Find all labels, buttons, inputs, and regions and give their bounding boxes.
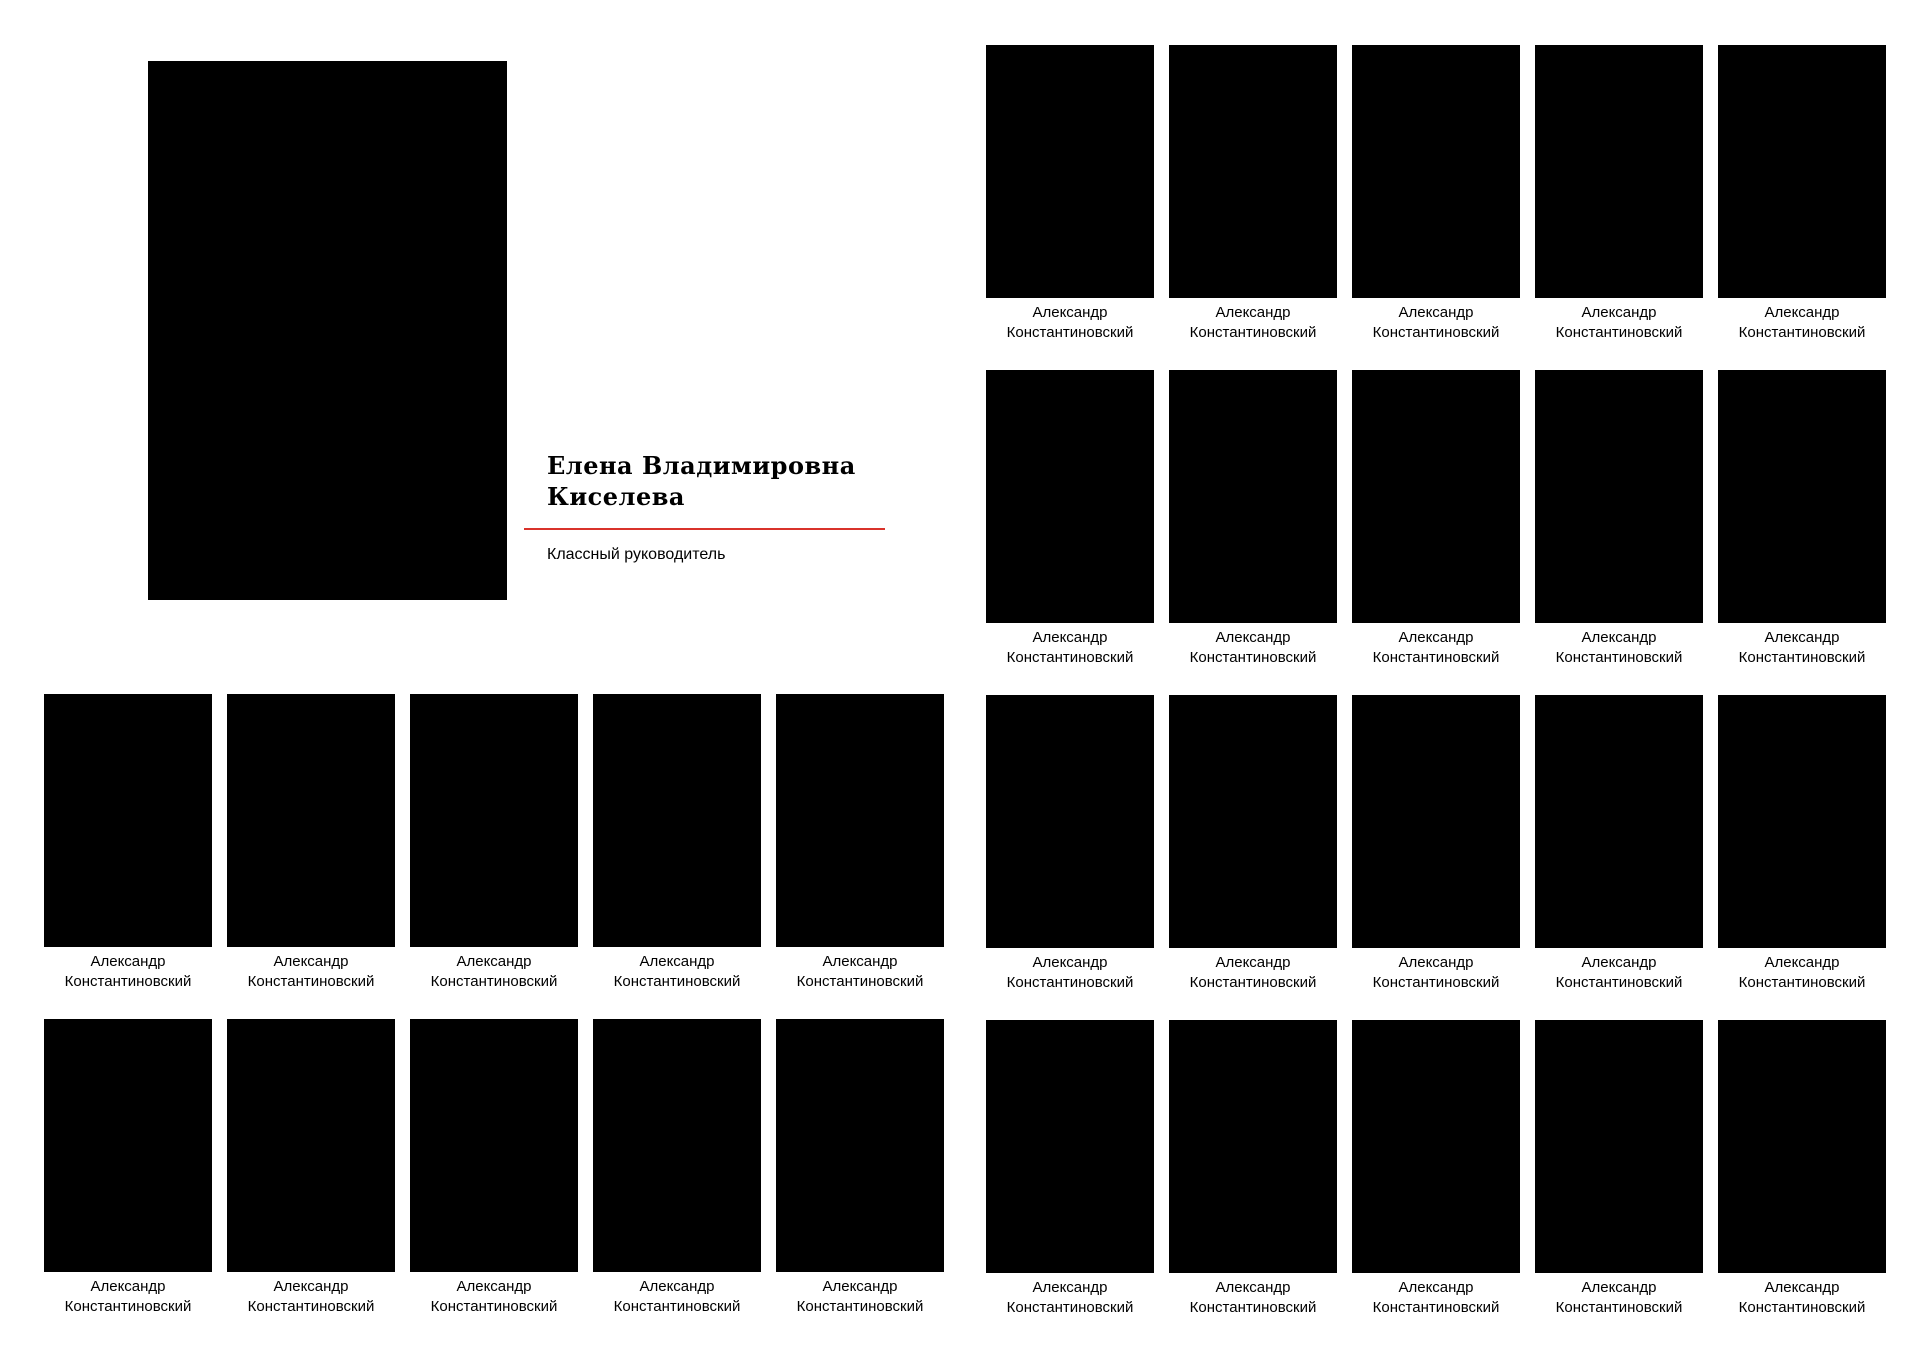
student-last-name: Константиновский bbox=[1006, 974, 1134, 991]
student-photo bbox=[1352, 370, 1520, 623]
student-last-name: Константиновский bbox=[1372, 974, 1500, 991]
student-name bbox=[970, 1278, 1170, 1318]
student-last-name: Константиновский bbox=[1738, 324, 1866, 341]
student-name bbox=[970, 303, 1170, 343]
student-card bbox=[986, 370, 1154, 695]
student-last-name: Константиновский bbox=[1738, 1299, 1866, 1316]
student-first-name: Александр bbox=[822, 1278, 898, 1295]
student-first-name: Александр bbox=[1215, 304, 1291, 321]
student-last-name: Константиновский bbox=[247, 973, 375, 990]
student-card bbox=[1718, 1020, 1886, 1345]
student-photo bbox=[776, 1019, 944, 1272]
student-card bbox=[1535, 370, 1703, 695]
teacher-name-line2: Киселева bbox=[547, 482, 685, 511]
student-photo bbox=[1718, 695, 1886, 948]
student-card bbox=[986, 1020, 1154, 1345]
student-name bbox=[1153, 303, 1353, 343]
student-card bbox=[44, 1019, 212, 1344]
student-first-name: Александр bbox=[90, 1278, 166, 1295]
student-name bbox=[211, 1277, 411, 1317]
student-card bbox=[1535, 695, 1703, 1020]
student-first-name: Александр bbox=[1764, 1279, 1840, 1296]
student-name bbox=[394, 952, 594, 992]
student-first-name: Александр bbox=[273, 953, 349, 970]
student-first-name: Александр bbox=[1032, 629, 1108, 646]
student-name bbox=[760, 952, 960, 992]
student-first-name: Александр bbox=[1581, 304, 1657, 321]
student-first-name: Александр bbox=[1398, 304, 1474, 321]
student-card bbox=[1352, 695, 1520, 1020]
student-name bbox=[1702, 628, 1902, 668]
student-last-name: Константиновский bbox=[1189, 1299, 1317, 1316]
student-photo bbox=[986, 1020, 1154, 1273]
student-name bbox=[1519, 628, 1719, 668]
student-card bbox=[986, 45, 1154, 370]
student-name bbox=[970, 628, 1170, 668]
student-last-name: Константиновский bbox=[1006, 1299, 1134, 1316]
student-first-name: Александр bbox=[639, 1278, 715, 1295]
student-last-name: Константиновский bbox=[796, 973, 924, 990]
student-first-name: Александр bbox=[1032, 304, 1108, 321]
student-first-name: Александр bbox=[1398, 1279, 1474, 1296]
student-first-name: Александр bbox=[1215, 629, 1291, 646]
student-card bbox=[593, 1019, 761, 1344]
student-card bbox=[1352, 45, 1520, 370]
student-last-name: Константиновский bbox=[1555, 649, 1683, 666]
student-card bbox=[1718, 45, 1886, 370]
student-photo bbox=[1169, 45, 1337, 298]
student-last-name: Константиновский bbox=[1555, 324, 1683, 341]
student-card bbox=[1352, 1020, 1520, 1345]
student-photo bbox=[986, 370, 1154, 623]
student-photo bbox=[593, 694, 761, 947]
student-name bbox=[1153, 1278, 1353, 1318]
student-last-name: Константиновский bbox=[1555, 1299, 1683, 1316]
student-photo bbox=[1535, 370, 1703, 623]
student-card bbox=[1535, 1020, 1703, 1345]
student-first-name: Александр bbox=[1581, 1279, 1657, 1296]
student-name bbox=[28, 1277, 228, 1317]
student-photo bbox=[410, 1019, 578, 1272]
student-card bbox=[986, 695, 1154, 1020]
student-last-name: Константиновский bbox=[1189, 649, 1317, 666]
student-name bbox=[1519, 303, 1719, 343]
student-grid-right bbox=[986, 45, 1886, 1345]
student-name bbox=[394, 1277, 594, 1317]
student-photo bbox=[1169, 695, 1337, 948]
student-last-name: Константиновский bbox=[64, 973, 192, 990]
student-name bbox=[28, 952, 228, 992]
student-last-name: Константиновский bbox=[247, 1298, 375, 1315]
student-card bbox=[410, 694, 578, 1019]
student-last-name: Константиновский bbox=[430, 1298, 558, 1315]
student-card bbox=[1169, 45, 1337, 370]
student-card bbox=[1535, 45, 1703, 370]
student-first-name: Александр bbox=[1398, 629, 1474, 646]
student-first-name: Александр bbox=[1581, 954, 1657, 971]
student-first-name: Александр bbox=[1215, 1279, 1291, 1296]
student-card bbox=[1718, 370, 1886, 695]
student-last-name: Константиновский bbox=[1006, 649, 1134, 666]
student-last-name: Константиновский bbox=[613, 1298, 741, 1315]
teacher-role: Классный руководитель bbox=[547, 546, 726, 563]
student-photo bbox=[593, 1019, 761, 1272]
student-last-name: Константиновский bbox=[64, 1298, 192, 1315]
student-card bbox=[1169, 1020, 1337, 1345]
student-first-name: Александр bbox=[1215, 954, 1291, 971]
student-card bbox=[776, 1019, 944, 1344]
student-name bbox=[1336, 953, 1536, 993]
student-name bbox=[1519, 1278, 1719, 1318]
student-first-name: Александр bbox=[1581, 629, 1657, 646]
student-photo bbox=[44, 694, 212, 947]
student-first-name: Александр bbox=[273, 1278, 349, 1295]
student-card bbox=[227, 1019, 395, 1344]
student-first-name: Александр bbox=[822, 953, 898, 970]
student-photo bbox=[776, 694, 944, 947]
student-photo bbox=[986, 695, 1154, 948]
student-photo bbox=[1718, 1020, 1886, 1273]
student-name bbox=[577, 1277, 777, 1317]
teacher-divider bbox=[524, 528, 885, 530]
teacher-info bbox=[524, 450, 886, 564]
student-name bbox=[1153, 628, 1353, 668]
student-last-name: Константиновский bbox=[796, 1298, 924, 1315]
student-first-name: Александр bbox=[1032, 1279, 1108, 1296]
student-last-name: Константиновский bbox=[1372, 1299, 1500, 1316]
student-photo bbox=[1352, 695, 1520, 948]
student-name bbox=[760, 1277, 960, 1317]
student-card bbox=[1718, 695, 1886, 1020]
student-card bbox=[1352, 370, 1520, 695]
student-first-name: Александр bbox=[1764, 304, 1840, 321]
student-last-name: Константиновский bbox=[1189, 974, 1317, 991]
student-card bbox=[1169, 370, 1337, 695]
student-last-name: Константиновский bbox=[1555, 974, 1683, 991]
student-card bbox=[44, 694, 212, 1019]
teacher-photo bbox=[148, 61, 507, 600]
student-name bbox=[211, 952, 411, 992]
student-card bbox=[410, 1019, 578, 1344]
student-first-name: Александр bbox=[1764, 954, 1840, 971]
student-photo bbox=[1352, 1020, 1520, 1273]
student-photo bbox=[1718, 45, 1886, 298]
student-last-name: Константиновский bbox=[1372, 324, 1500, 341]
student-grid-left bbox=[44, 694, 944, 1344]
teacher-name bbox=[547, 450, 886, 512]
student-name bbox=[1519, 953, 1719, 993]
student-name bbox=[1336, 628, 1536, 668]
student-name bbox=[577, 952, 777, 992]
student-photo bbox=[1169, 1020, 1337, 1273]
student-name bbox=[1702, 1278, 1902, 1318]
student-name bbox=[1702, 953, 1902, 993]
student-last-name: Константиновский bbox=[430, 973, 558, 990]
student-last-name: Константиновский bbox=[1738, 649, 1866, 666]
student-last-name: Константиновский bbox=[1189, 324, 1317, 341]
student-card bbox=[776, 694, 944, 1019]
student-photo bbox=[227, 1019, 395, 1272]
student-first-name: Александр bbox=[1398, 954, 1474, 971]
student-last-name: Константиновский bbox=[1006, 324, 1134, 341]
student-name bbox=[1336, 303, 1536, 343]
student-first-name: Александр bbox=[456, 953, 532, 970]
student-card bbox=[227, 694, 395, 1019]
student-card bbox=[1169, 695, 1337, 1020]
student-photo bbox=[1718, 370, 1886, 623]
student-photo bbox=[227, 694, 395, 947]
student-photo bbox=[1352, 45, 1520, 298]
student-last-name: Константиновский bbox=[613, 973, 741, 990]
student-first-name: Александр bbox=[1032, 954, 1108, 971]
student-card bbox=[593, 694, 761, 1019]
student-photo bbox=[410, 694, 578, 947]
student-name bbox=[1153, 953, 1353, 993]
student-first-name: Александр bbox=[639, 953, 715, 970]
student-name bbox=[1336, 1278, 1536, 1318]
student-photo bbox=[1535, 695, 1703, 948]
student-last-name: Константиновский bbox=[1372, 649, 1500, 666]
student-photo bbox=[1535, 45, 1703, 298]
teacher-name-line1: Елена Владимировна bbox=[547, 451, 856, 480]
student-first-name: Александр bbox=[90, 953, 166, 970]
student-first-name: Александр bbox=[1764, 629, 1840, 646]
student-photo bbox=[44, 1019, 212, 1272]
student-last-name: Константиновский bbox=[1738, 974, 1866, 991]
student-photo bbox=[986, 45, 1154, 298]
student-name bbox=[1702, 303, 1902, 343]
student-photo bbox=[1535, 1020, 1703, 1273]
student-first-name: Александр bbox=[456, 1278, 532, 1295]
student-photo bbox=[1169, 370, 1337, 623]
student-name bbox=[970, 953, 1170, 993]
